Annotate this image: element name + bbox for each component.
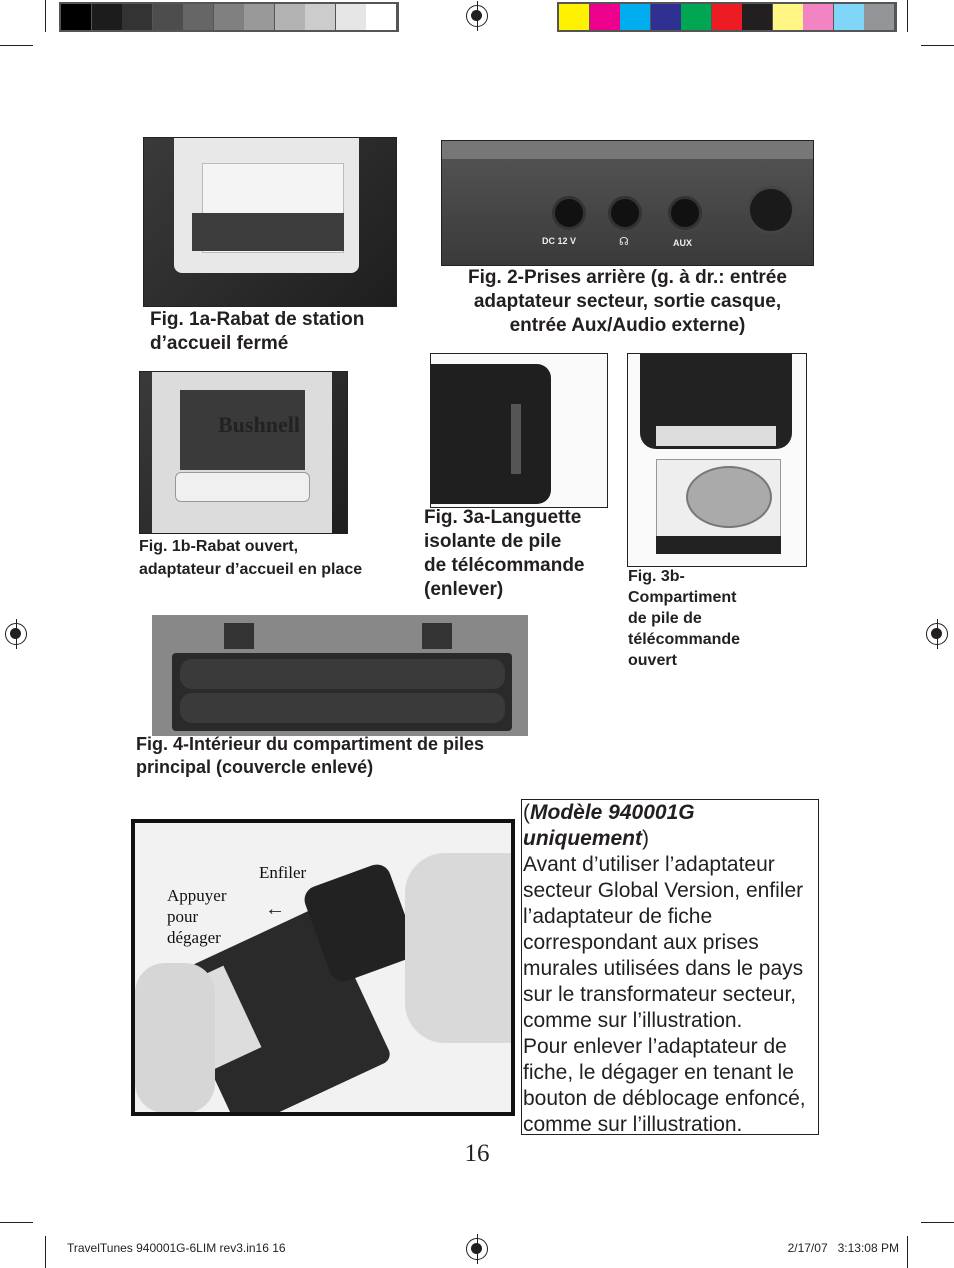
label-line: Appuyer	[167, 886, 227, 905]
color-swatch	[153, 4, 183, 30]
aux-label: AUX	[673, 238, 693, 248]
paren: )	[642, 827, 649, 850]
instruction-paragraph: Avant d’utiliser l’adaptateur secteur Global Version, enfiler l’adaptateur de fiche correspondant aux prises murales utilisées dans le pays sur le transformateur secteur, comme sur l’illustration.	[523, 853, 804, 1032]
grayscale-bar	[59, 2, 399, 32]
crop-mark	[907, 0, 908, 32]
color-swatch	[803, 4, 833, 30]
color-swatch	[742, 4, 772, 30]
color-swatch	[305, 4, 335, 30]
caption-line: adaptateur d’accueil en place	[139, 561, 363, 578]
fig1a-photo	[143, 137, 397, 307]
crop-mark	[921, 1222, 954, 1223]
fig3b-photo	[627, 353, 807, 567]
press-label	[167, 885, 226, 948]
fig3a-photo	[430, 353, 608, 508]
caption-line: (enlever)	[424, 579, 504, 600]
color-swatch	[183, 4, 213, 30]
label-line: dégager	[167, 928, 221, 947]
adapter-photo	[131, 819, 515, 1116]
color-swatch	[122, 4, 152, 30]
caption-line: Fig. 1b-Rabat ouvert,	[139, 538, 299, 555]
color-swatch	[366, 4, 396, 30]
color-swatch	[834, 4, 864, 30]
model-name: Modèle 940001G uniquement	[523, 801, 695, 850]
color-swatch	[712, 4, 742, 30]
color-swatch	[244, 4, 274, 30]
label-line: pour	[167, 907, 199, 926]
color-swatch	[214, 4, 244, 30]
caption-line: entrée Aux/Audio externe)	[509, 315, 746, 336]
arrow-left-icon: ←	[265, 898, 285, 920]
caption-line: adaptateur secteur, sortie casque,	[473, 291, 782, 312]
caption-line: télécommande	[628, 631, 741, 648]
fig3b-caption	[628, 566, 740, 671]
fig3a-caption	[424, 506, 585, 602]
footer-filename: TravelTunes 940001G-6LIM rev3.in16 16	[67, 1241, 286, 1255]
instruction-paragraph: Pour enlever l’adaptateur de fiche, le dégager en tenant le bouton de déblocage enfoncé, comme sur l’illustration.	[523, 1035, 806, 1136]
registration-mark-icon	[466, 1238, 488, 1260]
crop-mark	[921, 45, 954, 46]
page-number: 16	[464, 1140, 490, 1167]
instruction-textbox	[521, 799, 819, 1135]
fig4-caption	[136, 733, 484, 779]
crop-mark	[907, 1236, 908, 1268]
color-swatch	[559, 4, 589, 30]
registration-mark-icon	[926, 623, 948, 645]
caption-line: Fig. 2-Prises arrière (g. à dr.: entrée	[468, 267, 787, 288]
caption-line: isolante de pile	[424, 531, 562, 552]
slide-label: Enfiler	[259, 863, 307, 882]
footer-timestamp: 2/17/07 3:13:08 PM	[787, 1241, 899, 1255]
color-swatch	[620, 4, 650, 30]
caption-line: principal (couvercle enlevé)	[136, 757, 374, 777]
crop-mark	[0, 45, 33, 46]
fig4-photo	[152, 615, 528, 736]
color-swatch	[590, 4, 620, 30]
color-swatch	[275, 4, 305, 30]
fig1b-photo	[139, 371, 348, 534]
caption-line: Fig. 3b-	[628, 568, 685, 585]
dc-label: DC 12 V	[542, 236, 577, 246]
crop-mark	[45, 1236, 46, 1268]
registration-mark-icon	[466, 5, 488, 27]
model-note	[523, 800, 817, 852]
caption-line: d’accueil fermé	[150, 333, 289, 354]
color-swatch	[681, 4, 711, 30]
headphone-icon: ☊	[619, 236, 629, 248]
caption-line: ouvert	[628, 652, 677, 669]
fig2-caption	[436, 266, 819, 338]
paren: (	[523, 801, 530, 824]
crop-mark	[0, 1222, 33, 1223]
color-swatch	[651, 4, 681, 30]
bushnell-logo: Bushnell	[218, 412, 300, 437]
color-swatch	[61, 4, 91, 30]
caption-line: Fig. 3a-Languette	[424, 507, 582, 528]
registration-mark-icon	[5, 623, 27, 645]
fig1a-caption	[150, 308, 364, 356]
crop-mark	[45, 0, 46, 32]
fig1b-caption	[139, 535, 362, 581]
caption-line: de télécommande	[424, 555, 585, 576]
color-swatch	[336, 4, 366, 30]
fig2-photo	[441, 140, 814, 266]
color-swatch	[864, 4, 894, 30]
caption-line: Fig. 4-Intérieur du compartiment de piles	[136, 734, 485, 754]
color-swatch	[92, 4, 122, 30]
caption-line: de pile de	[628, 610, 702, 627]
caption-line: Fig. 1a-Rabat de station	[150, 309, 365, 330]
color-bar	[557, 2, 897, 32]
caption-line: Compartiment	[628, 589, 737, 606]
color-swatch	[773, 4, 803, 30]
